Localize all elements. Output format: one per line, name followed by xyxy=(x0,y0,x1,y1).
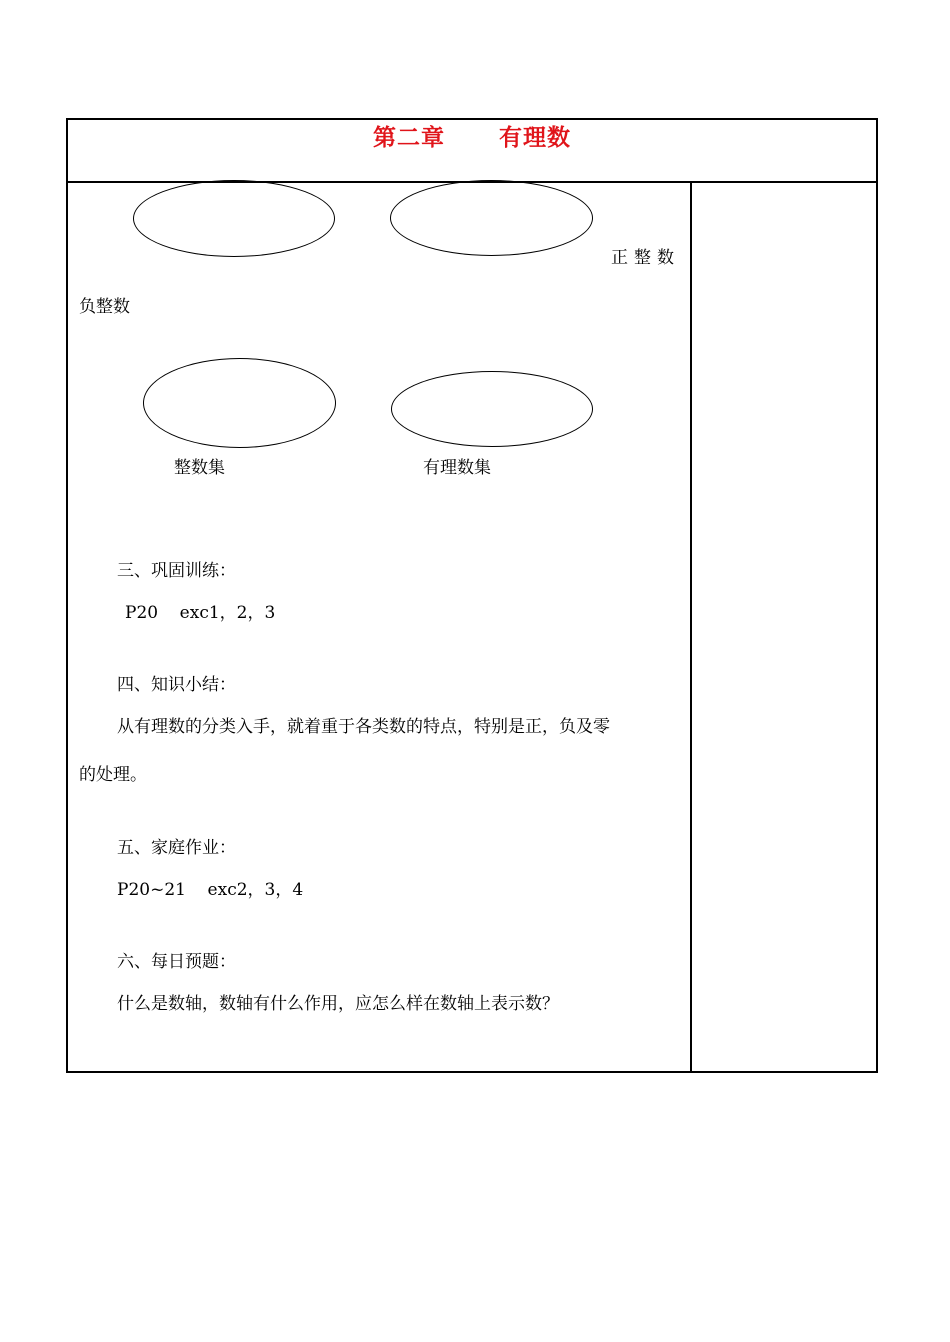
section4-body-line2: 的处理。 xyxy=(79,765,147,785)
section6-body: 什么是数轴，数轴有什么作用，应怎么样在数轴上表示数？ xyxy=(117,994,559,1014)
label-int-set: 整数集 xyxy=(174,458,225,478)
ellipse-negative-int xyxy=(390,180,593,256)
ellipse-int-set xyxy=(143,358,336,448)
section4-heading: 四、知识小结： xyxy=(117,675,236,695)
section4-body-line1: 从有理数的分类入手，就着重于各类数的特点，特别是正，负及零 xyxy=(117,717,610,737)
section6-heading: 六、每日预题： xyxy=(117,952,236,972)
section5-heading: 五、家庭作业： xyxy=(117,838,236,858)
section5-body: P20~21 exc2，3，4 xyxy=(117,880,304,900)
section3-heading: 三、巩固训练： xyxy=(117,561,236,581)
ellipse-positive-int xyxy=(133,180,335,257)
title-row xyxy=(68,120,876,183)
ellipse-rational-set xyxy=(391,371,593,447)
notes-column xyxy=(692,183,876,1071)
label-positive-int: 正整数 xyxy=(611,248,680,268)
chapter-title: 第二章 有理数 xyxy=(372,124,572,151)
lesson-table xyxy=(66,118,878,1073)
label-rational-set: 有理数集 xyxy=(423,458,491,478)
section3-body: P20 exc1，2，3 xyxy=(125,603,276,623)
label-negative-int: 负整数 xyxy=(79,297,130,317)
